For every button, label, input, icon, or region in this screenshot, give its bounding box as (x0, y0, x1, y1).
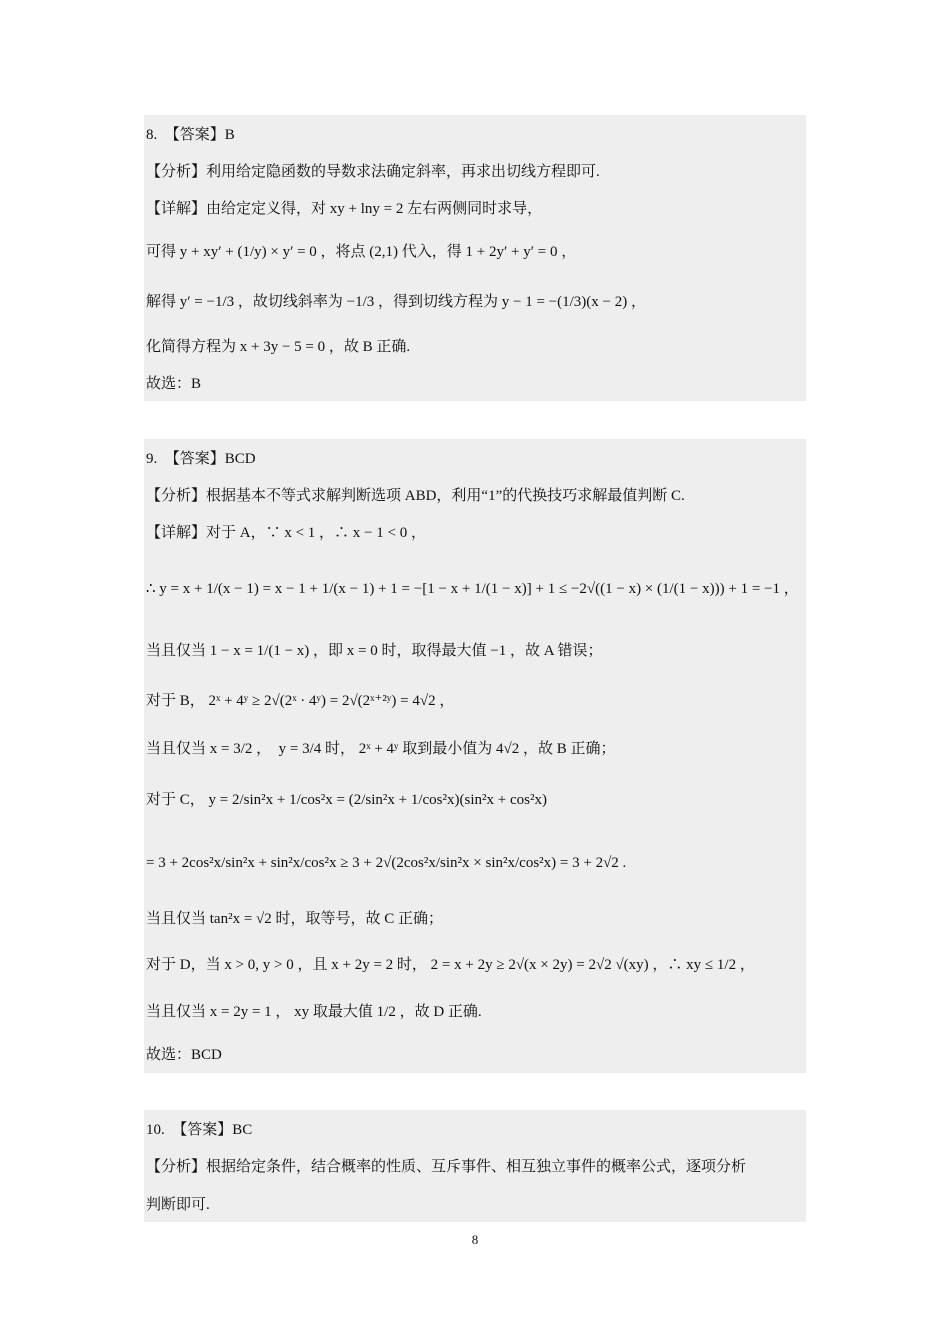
question-9-solution (144, 439, 806, 1073)
q8-choice: 故选：B (146, 376, 202, 392)
q10-answer: 10. 【答案】BC (146, 1122, 253, 1138)
q9-choice: 故选：BCD (146, 1047, 222, 1063)
q9-option-b-derivation: 对于 B， 2ˣ + 4ʸ ≥ 2√(2ˣ · 4ʸ) = 2√(2ˣ⁺²ʸ) = 4√2 ， (146, 693, 455, 709)
q8-step3: 化简得方程为 x + 3y − 5 = 0 ，故 B 正确. (146, 339, 411, 355)
question-8-solution (144, 115, 806, 401)
q9-option-c-derivation: 对于 C， y = 2/sin²x + 1/cos²x = (2/sin²x + 1/cos²x)(sin²x + cos²x) (146, 792, 547, 808)
q9-option-c-inequality: = 3 + 2cos²x/sin²x + sin²x/cos²x ≥ 3 + 2√(2cos²x/sin²x × sin²x/cos²x) = 3 + 2√2 . (146, 855, 627, 871)
q9-option-c-conclusion: 当且仅当 tan²x = √2 时，取等号，故 C 正确； (146, 911, 444, 927)
q8-detail: 【详解】由给定定义得，对 xy + lny = 2 左右两侧同时求导， (146, 201, 543, 217)
q9-answer: 9. 【答案】BCD (146, 451, 256, 467)
question-10-solution (144, 1110, 806, 1222)
q9-option-a-conclusion: 当且仅当 1 − x = 1/(1 − x) ，即 x = 0 时，取得最大值 −1 ，故 A 错误； (146, 643, 603, 659)
q8-step2: 解得 y′ = −1/3 ，故切线斜率为 −1/3 ，得到切线方程为 y − 1 = −(1/3)(x − 2) ， (146, 294, 646, 310)
q10-analysis-continued: 判断即可. (146, 1197, 210, 1213)
q8-answer: 8. 【答案】B (146, 127, 235, 143)
q9-detail: 【详解】对于 A，∵ x < 1 ，∴ x − 1 < 0 ， (146, 525, 426, 541)
page-number: 8 (471, 1232, 479, 1247)
q9-option-b-conclusion: 当且仅当 x = 3/2 ， y = 3/4 时， 2ˣ + 4ʸ 取到最小值为 4√2 ，故 B 正确； (146, 741, 616, 757)
q9-option-a-derivation: ∴ y = x + 1/(x − 1) = x − 1 + 1/(x − 1) + 1 = −[1 − x + 1/(1 − x)] + 1 ≤ −2√((1 − x) × (1/(1 − x))) + 1 = −1 ， (146, 581, 799, 597)
q9-option-d-conclusion: 当且仅当 x = 2y = 1 ， xy 取最大值 1/2 ，故 D 正确. (146, 1004, 482, 1020)
q9-option-d-derivation: 对于 D，当 x > 0, y > 0 ，且 x + 2y = 2 时， 2 = x + 2y ≥ 2√(x × 2y) = 2√2 √(xy) ，∴ xy ≤ 1/2 ， (146, 957, 755, 973)
q9-analysis: 【分析】根据基本不等式求解判断选项 ABD，利用“1”的代换技巧求解最值判断 C. (146, 488, 685, 504)
q8-step1: 可得 y + xy′ + (1/y) × y′ = 0 ，将点 (2,1) 代入，得 1 + 2y′ + y′ = 0 ， (146, 244, 577, 260)
q8-analysis: 【分析】利用给定隐函数的导数求法确定斜率，再求出切线方程即可. (146, 164, 600, 180)
q10-analysis: 【分析】根据给定条件，结合概率的性质、互斥事件、相互独立事件的概率公式，逐项分析 (146, 1159, 747, 1175)
